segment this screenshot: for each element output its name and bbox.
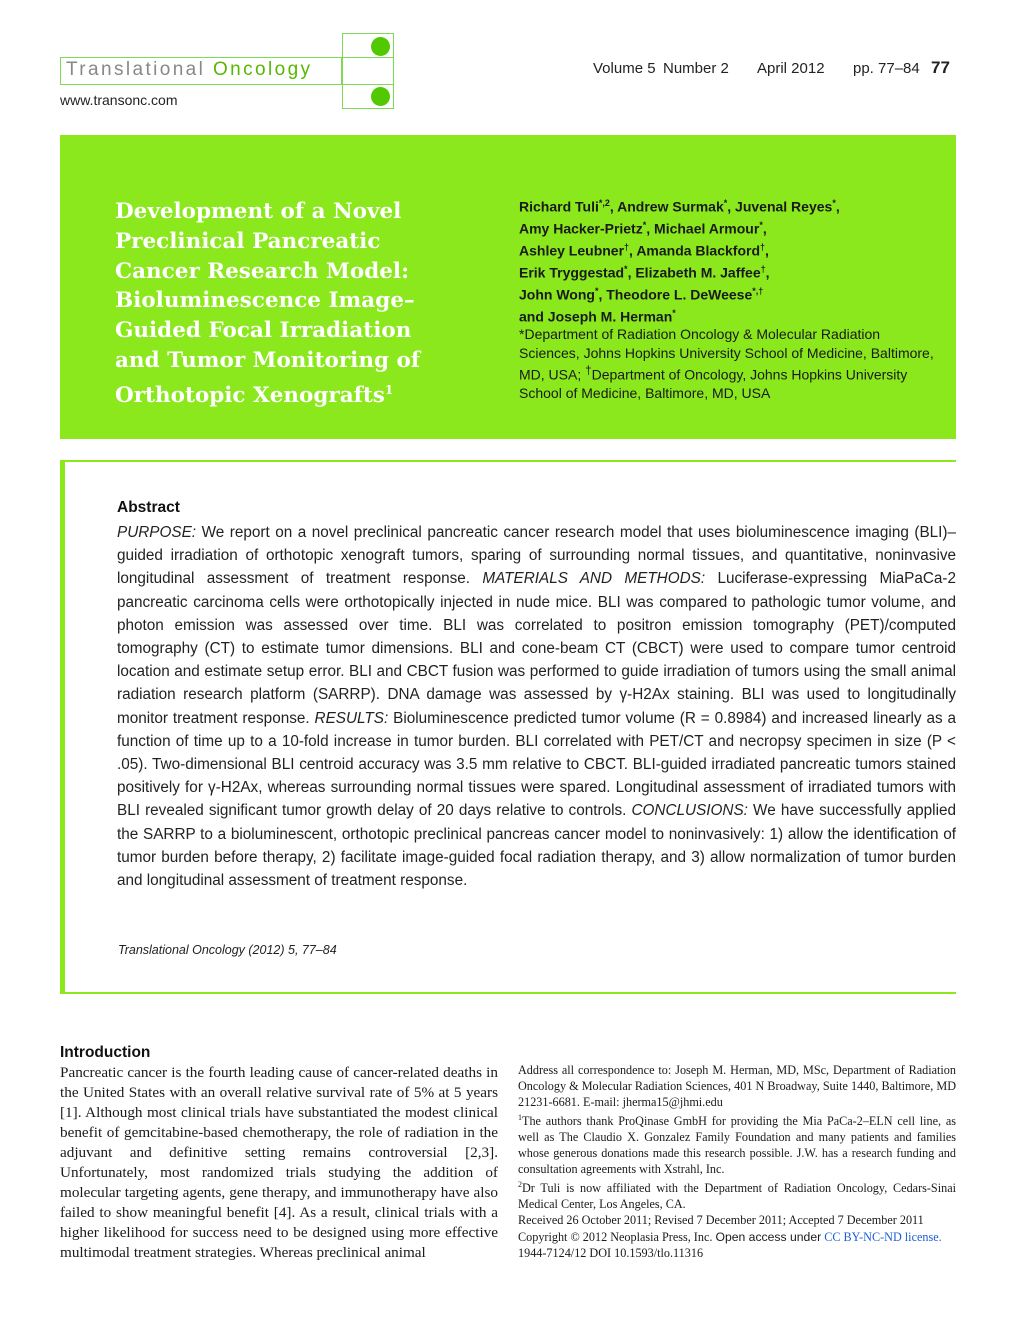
author-name: Amy Hacker-Prietz <box>519 220 643 237</box>
introduction-body: Pancreatic cancer is the fourth leading cause of cancer-related deaths in the United States with an overall relative survival rate of 5% at 5 years [1]. Although most clinical trials have substantiated the modest clinical benefit of gemcitabine-based chemotherapy, the role of radiation in the adjuvant and definitive setting remains controversial [2,3]. Unfortunately, most randomized trials studying the addition of molecular targeting agents, gene therapy, and immunotherapy have also failed to show meaningful benefit [4]. As a result, clinical trials with a higher likelihood for success need to be designed using more effective multimodal treatment strategies. Whereas preclinical animal <box>60 1064 498 1261</box>
logo-dot-icon <box>371 87 390 106</box>
abstract-results: Bioluminescence predicted tumor volume (R = 0.8984) and increased linearly as a function of time up to a 10-fold increase in tumor burden. BLI correlated with PET/CT and necropsy specimen in size (P < .05). Two-dimensional BLI centroid accuracy was 3.5 mm relative to CBCT. BLI-guided irradiated pancreatic tumors stained positively for γ-H2Ax, whereas surrounding normal tissues were spared. Longitudinal assessment of irradiated tumors with BLI revealed significant tumor growth delay of 20 days relative to controls. <box>117 709 957 820</box>
author-affiliation-mark: † <box>760 242 766 253</box>
abstract-methods: Luciferase-expressing MiaPaCa-2 pancreatic carcinoma cells were orthotopically injected in nude mice. BLI was compared to pathologic tumor volume, and photon emission was assessed over time. BLI was correlated to positron emission tomography (PET)/computed tomography (CT) to estimate tumor dimensions. BLI and cone-beam CT (CBCT) were used to compare tumor centroid location and estimate setup error. BLI and CBCT fusion was performed to guide irradiation of tumors using the small animal radiation research platform (SARRP). DNA damage was assessed by γ-H2Ax staining. BLI was used to longitudinally monitor treatment response. <box>117 570 956 727</box>
author-name: Elizabeth M. Jaffee <box>635 264 761 281</box>
abstract-conclusions-label: CONCLUSIONS: <box>631 802 748 820</box>
issue-date: April 2012 <box>757 60 825 77</box>
author-name: Andrew Surmak <box>617 198 724 215</box>
affiliation-hopkins-radiation: Department of Radiation Oncology & Molecular Radiation Sciences, Johns Hopkins University School of Medicine, Baltimore, MD, USA; <box>519 326 934 383</box>
author-affiliation-mark: * <box>594 286 599 297</box>
abstract-bottom-rule <box>60 992 956 994</box>
affiliation-hopkins-oncology: Department of Oncology, Johns Hopkins University School of Medicine, Baltimore, MD, USA <box>519 366 908 402</box>
journal-name-first: Translational <box>66 59 206 80</box>
abstract-heading: Abstract <box>117 499 180 516</box>
footnote-2 <box>518 1177 956 1212</box>
abstract-purpose-label: PURPOSE: <box>117 524 197 541</box>
abstract-top-rule <box>60 460 956 462</box>
author-name: Richard Tuli <box>519 198 599 215</box>
affiliation-mark: † <box>585 364 592 377</box>
copyright-block <box>518 1229 956 1261</box>
author-name: John Wong <box>519 286 595 303</box>
author-affiliation-mark: † <box>624 242 630 253</box>
footnote-mark: 2 <box>518 1180 522 1190</box>
journal-name <box>66 59 312 81</box>
page-number: 77 <box>931 58 950 77</box>
title-footnote-mark: 1 <box>384 382 394 397</box>
author-affiliation-mark: * <box>672 308 676 319</box>
author-name: Erik Tryggestad <box>519 264 625 281</box>
author-affiliation-mark: * <box>642 220 647 231</box>
author-name: and Joseph M. Herman <box>519 308 673 325</box>
author-affiliation-mark: * <box>759 220 763 231</box>
author-affiliation-mark: † <box>760 264 766 275</box>
abstract-methods-label: MATERIALS AND METHODS: <box>482 570 706 588</box>
footnote-mark: 1 <box>518 1113 522 1122</box>
article-title-text: Development of a Novel Preclinical Pancreatic Cancer Research Model: Bioluminescence Image–Guided Focal Irradiation and Tumor Monitoring of Orthotopic Xenografts <box>115 199 421 408</box>
abstract-side-bar <box>60 460 65 994</box>
received-dates: Received 26 October 2011; Revised 7 December 2011; Accepted 7 December 2011 <box>518 1213 924 1228</box>
copyright: Copyright © 2012 Neoplasia Press, Inc. <box>518 1230 713 1244</box>
journal-logo-divider <box>342 57 394 85</box>
logo-dot-icon <box>371 37 390 56</box>
author-affiliation-mark: * <box>723 198 728 208</box>
author-affiliation-mark: * <box>624 264 628 275</box>
journal-url[interactable]: www.transonc.com <box>60 92 178 108</box>
author-affiliation-mark: *,† <box>752 286 764 297</box>
author-list: Richard Tuli$^{*,2}$, Andrew Surmak*, Juvenal Reyes*, Amy Hacker-Prietz*, Michael Armour*, Ashley Leubner†, Amanda Blackford†, Erik Tryggestad*, Elizabeth M. Jaffee†, John Wong*, Theodore L. DeWeese*,† and Joseph M. Herman* <box>519 198 840 325</box>
doi: 1944-7124/12 DOI 10.1593/tlo.11316 <box>518 1246 704 1260</box>
affiliations <box>519 325 939 403</box>
license-link[interactable]: CC BY-NC-ND license. <box>824 1230 942 1244</box>
page-range: pp. 77–84 <box>853 60 920 77</box>
author-name: Michael Armour <box>654 220 760 237</box>
journal-name-second: Oncology <box>212 59 313 80</box>
abstract-results-label: RESULTS: <box>314 709 389 727</box>
article-notes <box>518 1062 956 1228</box>
open-access-label: Open access under <box>715 1230 822 1244</box>
volume: Volume 5 <box>593 60 656 77</box>
abstract-purpose: We report on a novel preclinical pancreatic cancer research model that uses bioluminescence imaging (BLI)–guided irradiation of orthotopic xenograft tumors, sparing of surrounding normal tissues, and quantitative, noninvasive longitudinal assessment of treatment response. <box>117 524 957 588</box>
introduction-heading: Introduction <box>60 1044 151 1061</box>
author-affiliation-mark: * <box>832 198 836 208</box>
affiliation-mark: * <box>519 326 525 342</box>
citation: Translational Oncology (2012) 5, 77–84 <box>118 943 337 957</box>
footnote-2-text: Dr Tuli is now affiliated with the Department of Radiation Oncology, Cedars-Sinai Medical Center, Los Angeles, CA. <box>518 1181 956 1212</box>
abstract-conclusions: We have successfully applied the SARRP to a bioluminescent, orthotopic preclinical pancreas cancer model to noninvasively: 1) allow the identification of tumor burden before therapy, 2) facilitate image-guided focal radiation therapy, and 3) allow normalization of tumor burden and longitudinal assessment of treatment response. <box>117 802 956 890</box>
abstract-body <box>117 521 956 892</box>
author-name: Amanda Blackford <box>636 242 761 259</box>
footnote-1 <box>518 1110 956 1177</box>
correspondence: Address all correspondence to: Joseph M. Herman, MD, MSc, Department of Radiation Oncology & Molecular Radiation Sciences, 401 N Broadway, Suite 1440, Baltimore, MD 21231-6681. E-mail: jherma15@jhmi.edu <box>518 1063 956 1109</box>
author-name: Juvenal Reyes <box>735 198 833 215</box>
author-affiliation-mark: *,2 <box>598 198 610 208</box>
footnote-1-text: The authors thank ProQinase GmbH for providing the Mia PaCa-2–ELN cell line, as well as The Claudio X. Gonzalez Family Foundation and many patients and families whose generous donations made this research possible. J.W. has a research funding and consultation agreements with Xstrahl, Inc. <box>518 1114 956 1177</box>
author-name: Theodore L. DeWeese <box>606 286 753 303</box>
author-name: Ashley Leubner <box>519 242 625 259</box>
article-title <box>115 197 455 411</box>
issue-number: Number 2 <box>663 60 729 77</box>
